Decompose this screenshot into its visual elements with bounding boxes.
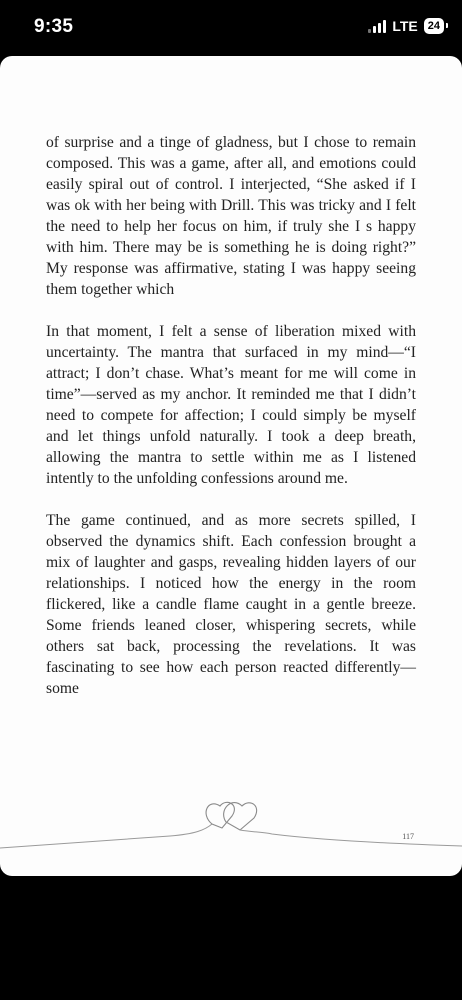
page-text xyxy=(46,132,416,720)
paragraph-3: The game continued, and as more secrets spilled, I observed the dynamics shift. Each confession brought a mix of laughter and gasps, revealing hidden layers of our relationships. I noticed how the energy in the room flickered, like a candle flame caught in a gentle breeze. Some friends leaned closer, whispering secrets, while others sat back, processing the revelations. It was fascinating to see how each person reacted differently—some xyxy=(46,512,416,697)
battery-icon: 24 xyxy=(424,18,444,34)
status-bar xyxy=(0,0,462,56)
signal-icon xyxy=(368,19,386,33)
paragraph-2: In that moment, I felt a sense of liberation mixed with uncertainty. The mantra that surfaced in my mind—“I attract; I don’t chase. What’s meant for me will come in time”—served as my anchor. It reminded me that I didn’t need to compete for affection; I could simply be myself and let things unfold naturally. I took a deep breath, allowing the mantra to settle within me as I listened intently to the unfolding confessions around me. xyxy=(46,323,416,487)
page-number: 117 xyxy=(402,832,414,841)
paragraph-1: of surprise and a tinge of gladness, but I chose to remain composed. This was a game, after all, and emotions could easily spiral out of control. I interjected, “She asked if I was ok with her being with Drill. This was tricky and I felt the need to help her focus on him, if truly she I s happy with him. There may be is something he is doing right?” My response was affirmative, stating I was happy seeing them together which xyxy=(46,134,416,298)
double-heart-swirl-icon xyxy=(0,786,462,856)
book-page[interactable] xyxy=(0,56,462,876)
network-type: LTE xyxy=(392,18,418,34)
status-time: 9:35 xyxy=(34,16,74,37)
status-indicators xyxy=(368,18,444,34)
bottom-area xyxy=(0,876,462,1000)
